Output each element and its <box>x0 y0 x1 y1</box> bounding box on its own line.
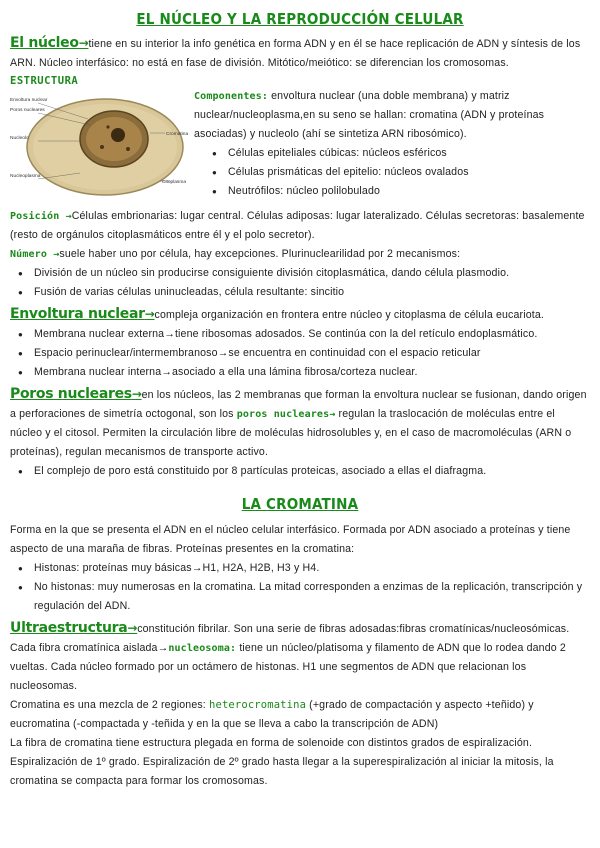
ultra-text: constitución fibrilar. Son una serie de fibras adosadas:fibras cromatínicas/nucleosómicas. <box>137 623 570 635</box>
diagram-label: Nucleoplasma <box>10 174 41 179</box>
list-item: ● Espacio perinuclear/intermembranoso→se encuentra en continuidad con el espacio reticular <box>10 344 590 363</box>
nucleolus-shape <box>111 128 125 142</box>
list-item: ● Histonas: proteínas muy básicas→H1, H2A, H2B, H3 y H4. <box>10 559 590 578</box>
regiones-text-b: (+grado de compactación y aspecto +teñido) y eucromatina (-compactada y -teñida y en la que se lleva a cabo la transcripción de ADN) <box>10 699 534 730</box>
estructura-label: ESTRUCTURA <box>10 75 79 87</box>
list-item: ● Fusión de varias células uninucleadas, célula resultante: sincitio <box>10 283 590 302</box>
list-item: ● El complejo de poro está constituido por 8 partículas proteicas, asociado a ellas el diafragma. <box>10 462 590 481</box>
diagram-label: Cromatina <box>166 132 189 137</box>
list-item: ● No histonas: muy numerosas en la cromatina. La mitad corresponden a enzimas de la replicación, transcripción y regulación del ADN. <box>10 578 590 616</box>
cromatina-paragraph: Forma en la que se presenta el ADN en el núcleo celular interfásico. Formada por ADN asociado a proteínas y tiene aspecto de una maraña de fibras. Proteínas presentes en la cromatina: <box>10 524 571 555</box>
cromatina-list <box>10 559 590 616</box>
nucleo-paragraph <box>10 34 590 73</box>
envoltura-heading: Envoltura nuclear→ <box>10 306 155 322</box>
envoltura-list <box>10 325 590 382</box>
solenoide-paragraph: La fibra de cromatina tiene estructura plegada en forma de solenoide con distintos grados de espiralización. Espiralización de 1º grado. Espiralización de 2º grado hasta llegar a la superespiralización al iniciar la mitosis, la cromatina se compacta para formar los cromosomas. <box>10 737 554 787</box>
poros-list <box>10 462 590 481</box>
diagram-label: Poros nucleares <box>10 108 45 113</box>
poros-text-2: regulan la traslocación de moléculas entre el núcleo y el citosol. Permiten la circulación libre de moléculas hidrosolubles y, en el caso de macromoléculas (ARN o proteínas), regulan mecanismos de transporte activo. <box>10 408 572 458</box>
chromatin-dot <box>106 125 109 128</box>
poros-keyword: poros nucleares <box>236 409 330 420</box>
list-item: ● Membrana nuclear interna→asociado a ella una lámina fibrosa/corteza nuclear. <box>10 363 590 382</box>
list-item: ● División de un núcleo sin producirse consiguiente división citoplasmática, dando célula plasmodio. <box>10 264 590 283</box>
nucleosoma-keyword: nucleosoma: <box>168 643 237 654</box>
nucleosoma-paragraph <box>10 639 590 696</box>
ultra-heading: Ultraestructura→ <box>10 620 138 636</box>
ultra-paragraph <box>10 619 590 639</box>
poros-heading: Poros nucleares→ <box>10 386 142 402</box>
poros-text-1: en los núcleos, las 2 membranas que forman la envoltura nuclear se fusionan, dando origen a perforaciones de simetría octogonal, son los <box>10 389 587 420</box>
numero-label: Número → <box>10 249 60 260</box>
posicion-paragraph <box>10 207 590 245</box>
nucleosoma-text-b: tiene un núcleo/platisoma y filamento de ADN que lo rodea dando 2 vueltas. Cada núcleo formado por un octámero de histonas. H1 une segmentos de ADN que relacionan los nucleosomas. <box>10 642 566 692</box>
nucleo-heading: El núcleo→ <box>10 35 89 51</box>
envoltura-paragraph <box>10 305 590 325</box>
list-item: ● Neutrófilos: núcleo polilobulado <box>194 182 590 201</box>
nucleo-text: tiene en su interior la info genética en forma ADN y en él se hace replicación de ADN y síntesis de los ARN. Núcleo interfásico: no está en fase de división. Mitótico/meiótico: se diferencian los cromosomas. <box>10 38 581 69</box>
diagram-label: Citoplasma <box>162 180 186 185</box>
diagram-label: Envoltura nuclear <box>10 98 48 103</box>
posicion-text: Células embrionarias: lugar central. Células adiposas: lugar lateralizado. Células secretoras: basalemente (resto de orgánulos citoplasmáticos entre él y el polo secretor). <box>10 210 585 241</box>
componentes-paragraph <box>194 87 590 144</box>
chromatin-dot <box>126 147 130 151</box>
componentes-block <box>194 87 590 201</box>
list-item: ● Células epiteliales cúbicas: núcleos esféricos <box>194 144 590 163</box>
numero-list <box>10 264 590 302</box>
nucleus-diagram <box>10 89 190 204</box>
poros-paragraph: Poros nucleares→en los núcleos, las 2 membranas que forman la envoltura nuclear se fusionan, dando origen a perforaciones de simetría octogonal, son los poros nucleares→ regulan la traslocación de moléculas entre el núcleo y el citosol. Permiten la circulación libre de moléculas hidrosolubles y, en el caso de macromoléculas (ARN o proteínas), regulan mecanismos de transporte activo. <box>10 386 587 458</box>
document-page <box>10 6 590 791</box>
list-item: ● Células prismáticas del epitelio: núcleos ovalados <box>194 163 590 182</box>
envoltura-text: compleja organización en frontera entre núcleo y citoplasma de célula eucariota. <box>154 309 544 321</box>
nucleosoma-text-a: Cada fibra cromatínica aislada→ <box>10 642 169 654</box>
componentes-text: envoltura nuclear (una doble membrana) y matriz nuclear/nucleoplasma,en su seno se hallan: cromatina (ADN y proteínas asociadas) y nucleolo (ahí se sintetiza ARN ribosómico). <box>194 90 545 140</box>
cromatina-title: LA CROMATINA <box>241 495 359 513</box>
document-title: EL NÚCLEO Y LA REPRODUCCIÓN CELULAR <box>136 10 464 28</box>
numero-paragraph <box>10 245 590 264</box>
posicion-label: Posición → <box>10 211 72 222</box>
heterocromatina-keyword: heterocromatina <box>209 699 307 711</box>
componentes-label: Componentes: <box>194 91 269 102</box>
list-item: ● Membrana nuclear externa→tiene ribosomas adosados. Se continúa con la del retículo endoplasmático. <box>10 325 590 344</box>
nucleus-shape-list <box>194 144 590 201</box>
diagram-label: Nucleolo <box>10 136 29 141</box>
chromatin-dot <box>100 145 104 149</box>
estructura-section <box>10 89 590 207</box>
regiones-text-a: Cromatina es una mezcla de 2 regiones: <box>10 699 206 711</box>
numero-text: suele haber uno por célula, hay excepciones. Plurinuclearilidad por 2 mecanismos: <box>59 248 461 260</box>
regiones-paragraph <box>10 696 590 734</box>
